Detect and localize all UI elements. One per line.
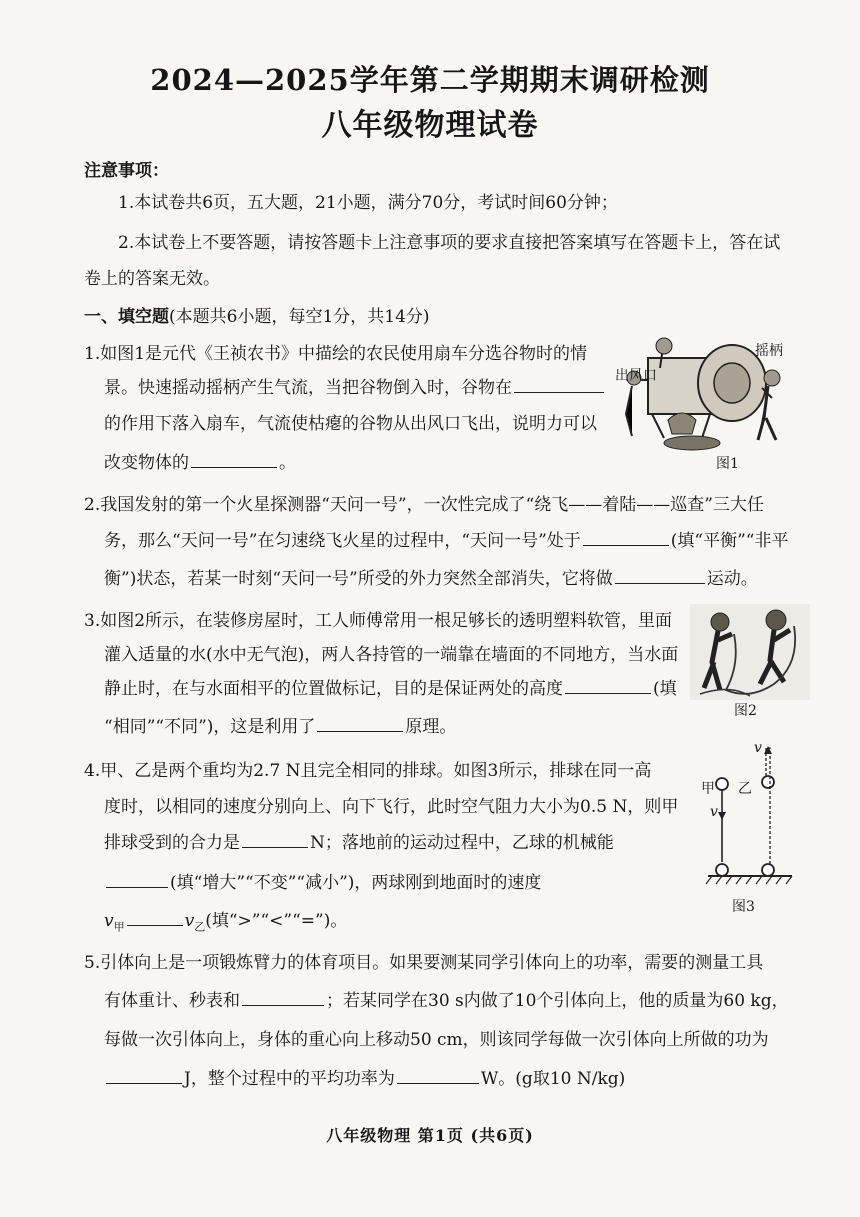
q2-blank-2 <box>615 568 705 584</box>
q3-blank-1 <box>565 678 651 694</box>
q5-blank-2 <box>106 1068 182 1084</box>
q4-line-4: (填“增大”“不变”“减小”)，两球刚到地面时的速度 <box>104 872 541 894</box>
q4-line-2: 度时，以相同的速度分别向上、向下飞行，此时空气阻力大小为0.5 N，则甲 <box>104 797 679 817</box>
q4-blank-1 <box>242 832 308 848</box>
fig3-label-jia: 甲 <box>701 781 715 797</box>
q2-blank-1 <box>583 530 669 546</box>
q4-line-1: 4.甲、乙是两个重均为2.7 N且完全相同的排球。如图3所示，排球在同一高 <box>84 761 652 781</box>
fig1-outlet-label: 出风口 <box>615 368 657 384</box>
fig1-caption: 图1 <box>716 456 739 472</box>
fig2-workers-hose-illustration <box>690 604 810 700</box>
q3-line-4: “相同”“不同”)，这是利用了 原理。 <box>104 717 457 737</box>
fig3-caption: 图3 <box>732 899 755 915</box>
q2-line-1: 2.我国发射的第一个火星探测器“天问一号”，一次性完成了“绕飞——着陆——巡查”三大任 <box>84 495 764 515</box>
notice-heading: 注意事项： <box>84 161 169 181</box>
notice-item-2-cont: 卷上的答案无效。 <box>84 269 220 289</box>
q5-blank-3 <box>397 1068 479 1084</box>
q1-line-2: 景。快速摇动摇柄产生气流，当把谷物倒入时，谷物在 <box>104 377 606 399</box>
section-heading: 一、填空题(本题共6小题，每空1分，共14分) <box>84 307 430 327</box>
q2-line-3: 衡”)状态，若某一时刻“天问一号”所受的外力突然全部消失，它将做 运动。 <box>104 569 758 589</box>
q4-blank-3 <box>127 910 183 926</box>
page-footer: 八年级物理 第1页 (共6页) <box>326 1126 534 1145</box>
q1-line-4: 改变物体的 。 <box>104 453 296 473</box>
q5-line-4: J，整个过程中的平均功率为 W。(g取10 N/kg) <box>104 1068 625 1090</box>
q1-blank-2 <box>191 452 277 468</box>
q5-line-1: 5.引体向上是一项锻炼臂力的体育项目。如果要测某同学引体向上的功率，需要的测量工具 <box>84 953 764 973</box>
exam-title: 2024—2025学年第二学期期末调研检测 <box>150 63 710 97</box>
fig2-caption: 图2 <box>734 703 757 719</box>
fig3-label-v-up: v <box>754 740 762 756</box>
q3-line-3: 静止时，在与水面相平的位置做标记，目的是保证两处的高度 (填 <box>104 679 677 699</box>
fig3-label-v-down: v <box>710 804 718 820</box>
q1-line-3: 的作用下落入扇车，气流使枯瘪的谷物从出风口飞出，说明力可以 <box>104 414 597 434</box>
q5-line-3: 每做一次引体向上，身体的重心向上移动50 cm，则该同学每做一次引体向上所做的功为 <box>104 1030 769 1050</box>
q4-line-3: 排球受到的合力是 N；落地前的运动过程中，乙球的机械能 <box>104 833 614 853</box>
q2-line-2: 务，那么“天问一号”在匀速绕飞火星的过程中，“天问一号”处于 (填“平衡”“非平 <box>104 531 789 551</box>
q3-blank-2 <box>317 716 403 732</box>
q1-blank-1 <box>514 377 604 393</box>
q3-line-1: 3.如图2所示，在装修房屋时，工人师傅常用一根足够长的透明塑料软管，里面 <box>84 611 673 631</box>
fig3-label-yi: 乙 <box>738 781 752 797</box>
fig1-handle-label: 摇柄 <box>755 343 783 359</box>
exam-subtitle: 八年级物理试卷 <box>321 108 539 143</box>
q4-blank-2 <box>106 872 168 888</box>
q5-blank-1 <box>242 990 324 1006</box>
q5-line-2: 有体重计、秒表和 ；若某同学在30 s内做了10个引体向上，他的质量为60 kg， <box>104 991 789 1011</box>
q4-line-5: $v_甲$ $v_乙$(填“>”“<”“=”)。 <box>104 911 348 934</box>
notice-item-2: 2.本试卷上不要答题，请按答题卡上注意事项的要求直接把答案填写在答题卡上，答在试 <box>118 233 781 253</box>
notice-item-1: 1.本试卷共6页，五大题，21小题，满分70分，考试时间60分钟； <box>118 193 618 213</box>
q3-line-2: 灌入适量的水(水中无气泡)，两人各持管的一端靠在墙面的不同地方，当水面 <box>104 645 679 665</box>
q1-line-1: 1.如图1是元代《王祯农书》中描绘的农民使用扇车分选谷物时的情 <box>84 344 588 364</box>
